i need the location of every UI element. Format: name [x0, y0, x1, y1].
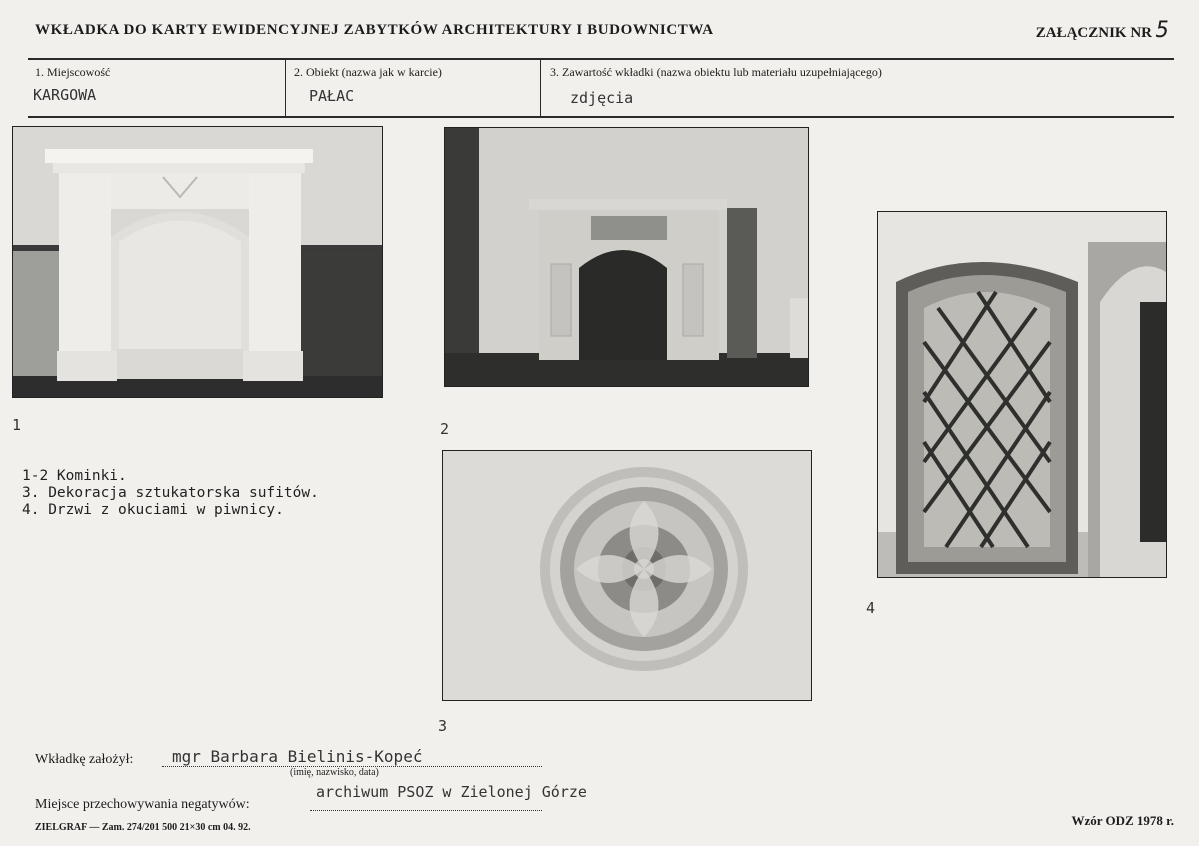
photo-number-4: 4 [866, 599, 876, 617]
created-by-label: Wkładkę założył: [35, 752, 134, 767]
photo-number-3: 3 [438, 717, 448, 735]
annex-number [1036, 18, 1169, 43]
object-label: 2. Obiekt (nazwa jak w karcie) [294, 65, 442, 79]
storage-dotline [310, 810, 542, 811]
contents-label: 3. Zawartość wkładki (nazwa obiektu lub materiału uzupełniającego) [550, 65, 882, 79]
card-title: WKŁADKA DO KARTY EWIDENCYJNEJ ZABYTKÓW ARCHITEKTURY I BUDOWNICTWA [35, 22, 714, 38]
annex-number-handwritten: 5 [1155, 18, 1169, 43]
caption-line-1: 1-2 Kominki. [22, 468, 127, 484]
header-rule-top [28, 58, 1174, 60]
locality-value: KARGOWA [33, 86, 97, 104]
contents-value: zdjęcia [570, 89, 634, 107]
caption-line-3: 4. Drzwi z okuciami w piwnicy. [22, 502, 284, 518]
locality-label: 1. Miejscowość [35, 65, 111, 79]
photo-captions [22, 468, 319, 519]
field-divider-2 [540, 59, 541, 116]
annex-label: ZAŁĄCZNIK NR [1035, 25, 1152, 41]
photo-fireplace-stucco [444, 127, 809, 387]
storage-value: archiwum PSOZ w Zielonej Górze [316, 783, 587, 801]
header-rule-bottom [28, 116, 1174, 118]
field-divider-1 [285, 59, 286, 116]
created-by-value: mgr Barbara Bielinis-Kopeć [172, 747, 423, 766]
template-designation: Wzór ODZ 1978 r. [1071, 813, 1174, 828]
photo-stucco-rosette [442, 450, 812, 701]
photo-cellar-door [877, 211, 1167, 578]
photo-number-2: 2 [440, 420, 450, 438]
object-value: PAŁAC [309, 87, 355, 105]
photo-number-1: 1 [12, 416, 22, 434]
caption-line-2: 3. Dekoracja sztukatorska sufitów. [22, 485, 319, 501]
printer-imprint: ZIELGRAF — Zam. 274/201 500 21×30 cm 04. 92. [35, 822, 251, 833]
photo-fireplace-white [12, 126, 383, 398]
storage-label: Miejsce przechowywania negatywów: [35, 797, 250, 812]
created-by-hint: (imię, nazwisko, data) [290, 767, 379, 778]
